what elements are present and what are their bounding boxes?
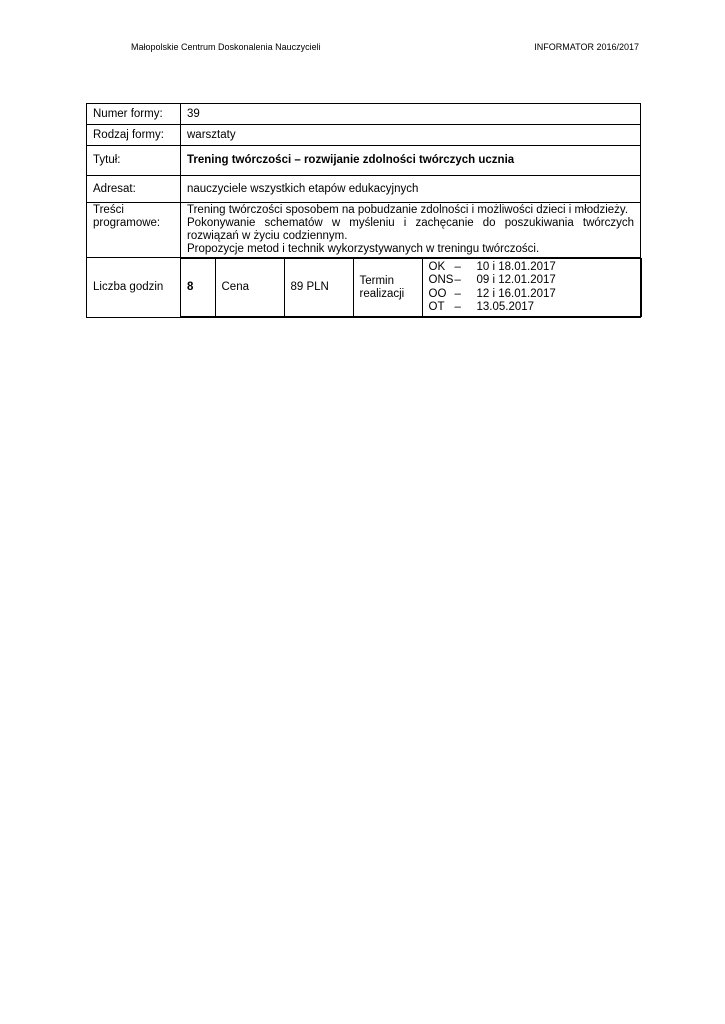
content-line: Propozycje metod i technik wykorzystywanych w treningu twórczości. [187,243,540,255]
course-table [86,103,641,318]
term-date: 12 i 16.01.2017 [476,287,556,300]
header-institution: Małopolskie Centrum Doskonalenia Nauczycieli [131,42,321,52]
term-label: Termin realizacji [353,259,422,317]
addressee-label: Adresat: [87,176,181,203]
term-date-row [429,288,635,302]
content-label: Treści programowe: [87,203,181,258]
content-line: Trening twórczości sposobem na pobudzanie zdolności i możliwości dzieci i młodzieży. [187,204,629,216]
term-date-row [429,274,635,288]
term-date: 10 i 18.01.2017 [476,260,556,273]
row-addressee [87,176,641,203]
addressee-value: nauczyciele wszystkich etapów edukacyjnych [181,176,641,203]
hours-value: 8 [181,259,215,317]
price-value: 89 PLN [284,259,353,317]
term-code: ONS [428,274,454,286]
form-number-value: 39 [181,104,641,125]
header-informator: INFORMATOR 2016/2017 [534,42,639,52]
row-form-number [87,104,641,125]
term-date: 13.05.2017 [476,301,535,313]
form-type-label: Rodzaj formy: [87,125,181,146]
form-number-label: Numer formy: [87,104,181,125]
hours-label: Liczba godzin [87,258,181,318]
term-dash: – [454,287,461,300]
term-date-row [429,261,635,275]
content-line: Pokonywanie schematów w myśleniu i zachęcanie do poszukiwania twórczych rozwiązań w życiu codziennym. [187,217,634,242]
title-label: Tytuł: [87,146,181,176]
term-code: OO [428,287,447,300]
term-code: OK [428,260,446,273]
row-form-type [87,125,641,146]
term-dash: – [454,274,461,286]
term-date-row [429,301,635,315]
details-table [181,258,642,317]
row-content [87,203,641,258]
row-details [87,258,641,318]
term-dash: – [454,301,461,313]
content-value [181,203,641,258]
term-code: OT [428,301,445,313]
row-title [87,146,641,176]
title-value: Trening twórczości – rozwijanie zdolności twórczych ucznia [181,146,641,176]
form-type-value: warsztaty [181,125,641,146]
page-header [131,42,639,56]
term-dash: – [454,260,461,273]
price-label: Cena [215,259,284,317]
details-cell [181,258,641,318]
term-dates [422,259,641,317]
term-date: 09 i 12.01.2017 [476,274,556,286]
